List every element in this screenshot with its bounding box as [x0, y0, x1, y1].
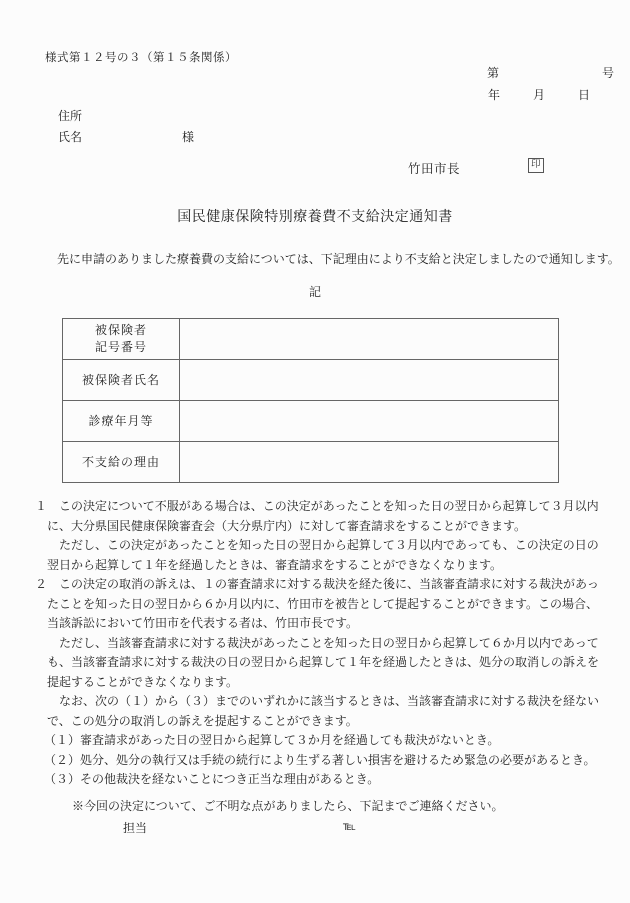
notes-line: １ この決定について不服がある場合は、この決定があったことを知った日の翌日から起算して３月以内 [35, 499, 599, 513]
doc-number-prefix: 第 [487, 66, 500, 80]
document-title: 国民健康保険特別療養費不支給決定通知書 [177, 210, 453, 225]
footer-notice: ※今回の決定について、ご不明な点がありましたら、下記までご連絡ください。 [72, 799, 504, 813]
seal-placeholder: 印 [528, 158, 544, 173]
table-row-insured-number [63, 319, 559, 360]
notes-line: に、大分県国民健康保険審査会（大分県庁内）に対して審査請求をすることができます。 [47, 518, 527, 533]
intro-text: 先に申請のありました療養費の支給については、下記理由により不支給と決定しましたので通知します。 [45, 252, 620, 266]
row-label: 診療年月等 [63, 401, 180, 442]
name-label: 氏名 [58, 130, 83, 144]
sender-name: 竹田市長 [408, 162, 461, 176]
form-number: 様式第１２号の３（第１５条関係） [45, 52, 237, 64]
notes-line: （２）処分、処分の執行又は手続の続行により生ずる著しい損害を避けるため緊急の必要があるとき。 [44, 752, 596, 767]
row-label: 不支給の理由 [63, 442, 180, 483]
notes-line: ２ この決定の取消の訴えは、１の審査請求に対する裁決を経た後に、当該審査請求に対する裁決があっ [35, 577, 599, 591]
notes-line: （１）審査請求があった日の翌日から起算して３か月を経過しても裁決がないとき。 [44, 733, 500, 747]
appeal-notes [0, 497, 630, 790]
table-row-treatment-month [63, 401, 559, 442]
notes-line: （３）その他裁決を経ないことにつき正当な理由があるとき。 [44, 772, 380, 786]
row-value [180, 442, 559, 483]
insured-info-table [62, 318, 559, 483]
notes-line: 提起することができなくなります。 [47, 674, 239, 689]
ki-heading: 記 [308, 285, 321, 299]
tel-symbol: ℡ [343, 819, 356, 833]
row-value [180, 319, 559, 360]
notes-line: 翌日から起算して１年を経過したときは、審査請求をすることができなくなります。 [47, 557, 503, 572]
notes-line: も、当該審査請求に対する裁決の日の翌日から起算して１年を経過したときは、処分の取消しの訴えを [47, 655, 600, 669]
row-label: 被保険者氏名 [63, 360, 180, 401]
row-value [180, 401, 559, 442]
doc-number-suffix: 号 [602, 66, 615, 80]
date-day-label: 日 [578, 88, 591, 102]
contact-label: 担当 [123, 821, 148, 835]
address-label: 住所 [58, 109, 83, 123]
notes-line: なお、次の（１）から（３）までのいずれかに該当するときは、当該審査請求に対する裁決を経ない [47, 694, 600, 708]
notes-line: たことを知った日の翌日から６か月以内に、竹田市を被告として提起することができます。この場合、 [47, 596, 599, 611]
date-year-label: 年 [488, 88, 501, 102]
honorific-label: 様 [182, 130, 195, 144]
notes-line: で、この処分の取消しの訴えを提起することができます。 [47, 713, 358, 728]
row-value [180, 360, 559, 401]
notes-line: ただし、当該審査請求に対する裁決があったことを知った日の翌日から起算して６か月以内であって [47, 635, 599, 650]
notes-line: 当該訴訟において竹田市を代表する者は、竹田市長です。 [47, 616, 359, 630]
table-row-insured-name [63, 360, 559, 401]
row-label: 被保険者 記号番号 [63, 319, 180, 360]
notes-line: ただし、この決定があったことを知った日の翌日から起算して３月以内であっても、この決定の日の [47, 538, 599, 552]
table-row-denial-reason [63, 442, 559, 483]
date-month-label: 月 [533, 88, 546, 102]
